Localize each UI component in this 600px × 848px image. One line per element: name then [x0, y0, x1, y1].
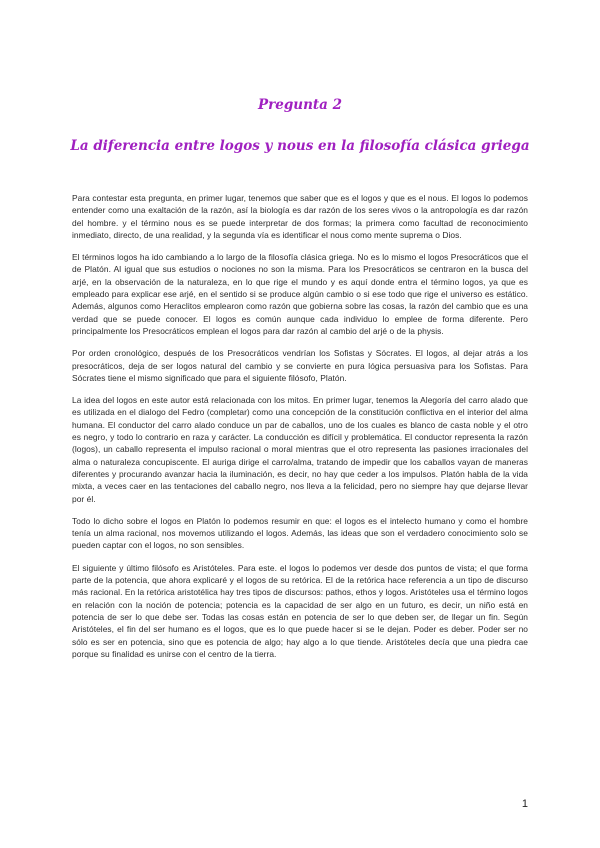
page-heading: Pregunta 2	[258, 97, 342, 113]
document-body	[72, 192, 528, 670]
paragraph-sofistas: Por orden cronológico, después de los Presocráticos vendrían los Sofistas y Sócrates. El logos, al dejar atrás a los presocráticos, deja de ser logos natural del cambio y se convierte en pura lógica persuasiva para los Sofistas. Para Sócrates tiene el mismo significado que para el siguiente filósofo, Platón.	[72, 348, 528, 383]
paragraph-aristoteles: El siguiente y último filósofo es Aristóteles. Para este. el logos lo podemos ver desde dos puntos de vista; el que forma parte de la potencia, que ahora explicaré y el logos de su retórica. El de la retórica hace referencia a un tipo de discurso más racional. En la retórica aristotélica hay tres tipos de discursos: pathos, ethos y logos. Aristóteles usa el término logos en relación con la noción de potencia; potencia es la capacidad de ser algo en un futuro, es decir, un niño está en potencia de ser lo que debe ser. Todas las cosas están en potencia de ser lo que deben ser, de llegar un fin. Según Aristóteles, el fin del ser humano es el logos, que es lo que puede hacer si se le dejan. Poder es deber. Poder ser no sólo es ser en potencia, sino que es potencia de algo; hay algo a lo que tiende. Aristóteles decía que una piedra cae porque su finalidad es unirse con el centro de la tierra.	[72, 562, 528, 659]
paragraph-platon-alegoria: La idea del logos en este autor está relacionada con los mitos. En primer lugar, tenemos la Alegoría del carro alado que es utilizada en el dialogo del Fedro (completar) como una concepción de la constitución conflictiva en el interior del alma humana. El conductor del carro alado conduce un par de caballos, uno de los cuales es blanco de casta noble y el otro es negro, y todo lo contrario en raza y carácter. La conducción es difícil y problemática. El conductor representa la razón (logos), un caballo representa el impulso racional o moral mientras que el otro representa las pasiones irracionales del alma o naturaleza concupiscente. El auriga dirige el carro/alma, tratando de impedir que los caballos vayan de maneras diferentes y procurando avanzar hacia la iluminación, es decir, no hay que ceder a los impulsos. Platón habla de la vida mixta, a veces caer en las tentaciones del caballo negro, nos lleva a la felicidad, pero no siempre hay que dejarse llevar por él.	[72, 395, 528, 504]
page-subheading: La diferencia entre logos y nous en la filosofía clásica griega	[70, 138, 530, 154]
paragraph-intro: Para contestar esta pregunta, en primer lugar, tenemos que saber que es el logos y que es el nous. El logos lo podemos entender como una exaltación de la razón, así la biología es dar razón de los seres vivos o la antropología es dar razón del hombre. y el término nous es se puede interpretar de dos formas; la primera como facultad de reconocimiento inmediato, directo, de una realidad, y la segunda vía es identificar el nous como mente suprema o Dios.	[72, 193, 528, 240]
page-number: 1	[521, 798, 528, 810]
paragraph-platon-resumen: Todo lo dicho sobre el logos en Platón lo podemos resumir en que: el logos es el intelecto humano y como el hombre tenía un alma racional, nos movemos utilizando el logos. Además, las ideas que son el verdadero conocimiento solo se pueden captar con el logos, no son sensibles.	[72, 515, 528, 551]
paragraph-presocraticos: El términos logos ha ido cambiando a lo largo de la filosofía clásica griega. No es lo mismo el logos Presocráticos que el de Platón. Al igual que sus estudios o nociones no son la misma. Para los Presocráticos se centraron en la busca del arjé, en la observación de la naturaleza, en lo que rige el mundo y es aquí donde entra el término logos, ya que es empleado para explicar ese arjé, en el sentido si se produce algún cambio o si ese todo que rige el universo es estático. Además, algunos como Heraclitos emplearon como razón que gobierna sobre las cosas, la razón del cambio que es una verdad que se puede conocer. El logos es común aunque cada individuo lo emplee de forma diferente. Pero principalmente los Presocráticos emplean el logos para dar razón al cambio del arjé o de la physis.	[72, 252, 528, 336]
